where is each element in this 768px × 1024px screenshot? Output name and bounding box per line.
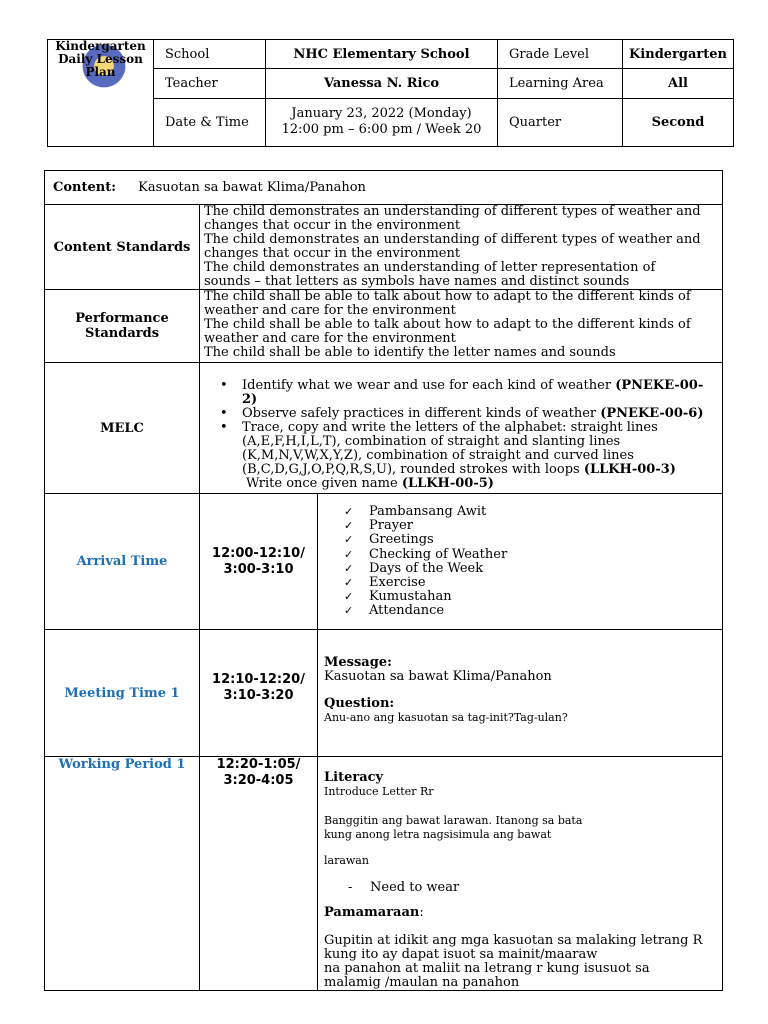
time-line: 3:10-3:20 (223, 688, 294, 703)
meeting-row (45, 630, 723, 757)
time-line: 3:20-4:05 (223, 773, 294, 788)
content-label: Content: (53, 180, 117, 195)
content-cell (45, 171, 723, 205)
time-line: 12:00 pm – 6:00 pm / Week 20 (281, 122, 482, 138)
performance-standards-row (45, 290, 723, 363)
header-table (47, 39, 734, 147)
ps-line: weather and care for the environment (204, 331, 456, 346)
cs-line: changes that occur in the environment (204, 218, 461, 233)
melc-list (204, 379, 718, 477)
check-icon: ✓ (344, 547, 354, 561)
learning-area-value: All (623, 69, 734, 98)
content-value: Kasuotan sa bawat Klima/Panahon (138, 180, 366, 195)
instr-line: Banggitin ang bawat larawan. Itanong sa bata (324, 814, 583, 827)
school-label: School (154, 40, 266, 69)
check-icon: ✓ (344, 576, 354, 590)
quarter-value: Second (623, 98, 734, 146)
melc-row (45, 363, 723, 494)
list-item: ✓ Attendance (344, 603, 445, 619)
arrival-list (318, 505, 722, 619)
check-icon: ✓ (344, 590, 354, 604)
date-time-label: Date & Time (154, 98, 266, 146)
date-line: January 23, 2022 (Monday) (291, 106, 472, 122)
meeting-time (200, 630, 318, 757)
cs-line: The child demonstrates an understanding of letter representation of (204, 260, 656, 275)
need-line: - Need to wear (348, 880, 460, 895)
list-item: ✓ Kumustahan (344, 589, 452, 605)
time-line: 12:00-12:10/ (212, 545, 305, 561)
ps-line: weather and care for the environment (204, 303, 456, 318)
arrival-label: Arrival Time (45, 494, 200, 630)
melc-extra: Write once given name (LLKH-00-5) (246, 476, 494, 491)
performance-standards-label (45, 290, 200, 363)
cs-line: sounds – that letters as symbols have names and distinct sounds (204, 274, 630, 289)
learning-area-label: Learning Area (498, 69, 623, 98)
list-item: ✓ Exercise (344, 575, 426, 591)
check-icon: ✓ (344, 561, 354, 575)
literacy-label: Literacy (324, 770, 384, 785)
content-standards-body (200, 205, 723, 290)
question-label: Question: (324, 696, 395, 711)
proc-line: na panahon at maliit na letrang r kung isusuot sa (324, 961, 650, 976)
list-item: ✓ Greetings (344, 532, 434, 548)
ps-line: The child shall be able to identify the letter names and sounds (204, 345, 616, 360)
lesson-plan-table (44, 170, 723, 991)
cs-line: The child demonstrates an understanding of different types of weather and (204, 232, 701, 247)
working-label: Working Period 1 (45, 757, 200, 991)
instr-line: kung anong letra nagsisimula ang bawat (324, 828, 552, 841)
pamamaraan-line: Pamamaraan: (324, 905, 424, 920)
time-line: 12:10-12:20/ (212, 672, 305, 687)
check-icon: ✓ (344, 519, 354, 533)
ps-label-line: Performance (75, 311, 169, 326)
list-item: ✓ Days of the Week (344, 560, 484, 576)
cs-line: The child demonstrates an understanding of different types of weather and (204, 204, 701, 219)
cs-line: changes that occur in the environment (204, 246, 461, 261)
question-text: Anu-ano ang kasuotan sa tag-init?Tag-ulan? (324, 711, 568, 724)
check-icon: ✓ (344, 505, 354, 518)
logo-cell (48, 40, 154, 147)
list-item: • Trace, copy and write the letters of the alphabet: straight lines (A,E,F,H,I,L,T), combination of straight and slanting lines (K,M,N,V,W,X,Y,Z), combination of straight and curved lines (B,C,D,G,J,O,P,Q,R,S,U), rounded strokes with loops (LLKH-00-3) (220, 420, 676, 477)
message-text: Kasuotan sa bawat Klima/Panahon (324, 669, 552, 684)
list-item: • Identify what we wear and use for each kind of weather (PNEKE-00-2) (220, 378, 704, 407)
logo-title: Kindergarten Daily Lesson Plan (55, 39, 146, 79)
grade-level-label: Grade Level (498, 40, 623, 69)
performance-standards-body (200, 290, 723, 363)
meeting-body (318, 630, 723, 757)
school-value: NHC Elementary School (266, 40, 498, 69)
teacher-value: Vanessa N. Rico (266, 69, 498, 98)
proc-line: Gupitin at idikit ang mga kasuotan sa malaking letrang R (324, 933, 703, 948)
working-time (200, 757, 318, 991)
working-body (318, 757, 723, 991)
teacher-label: Teacher (154, 69, 266, 98)
list-item: ✓ Prayer (344, 518, 413, 534)
grade-level-value: Kindergarten (623, 40, 734, 69)
intro-text: Introduce Letter Rr (324, 785, 434, 798)
working-row (45, 757, 723, 991)
content-standards-row (45, 205, 723, 290)
ps-label-line: Standards (84, 326, 160, 341)
time-line: 12:20-1:05/ (216, 757, 301, 772)
content-standards-label: Content Standards (45, 205, 200, 290)
proc-line: malamig /maulan na panahon (324, 975, 520, 990)
melc-body (200, 363, 723, 494)
quarter-label: Quarter (498, 98, 623, 146)
meeting-label: Meeting Time 1 (45, 630, 200, 757)
melc-label: MELC (45, 363, 200, 494)
check-icon: ✓ (344, 604, 354, 618)
ps-line: The child shall be able to talk about how to adapt to the different kinds of (204, 289, 691, 304)
time-line: 3:00-3:10 (223, 561, 294, 577)
check-icon: ✓ (344, 533, 354, 547)
date-time-value (266, 98, 498, 146)
ps-line: The child shall be able to talk about how to adapt to the different kinds of (204, 317, 691, 332)
arrival-row (45, 494, 723, 630)
instr-line: larawan (324, 854, 369, 867)
list-item: ✓ Pambansang Awit (344, 504, 487, 519)
message-label: Message: (324, 655, 392, 670)
arrival-time (200, 494, 318, 630)
content-row (45, 171, 723, 205)
list-item: ✓ Checking of Weather (344, 546, 508, 562)
proc-line: kung ito ay dapat isuot sa mainit/maaraw (324, 947, 598, 962)
arrival-body (318, 494, 723, 630)
list-item: • Observe safely practices in different kinds of weather (PNEKE-00-6) (220, 406, 704, 421)
